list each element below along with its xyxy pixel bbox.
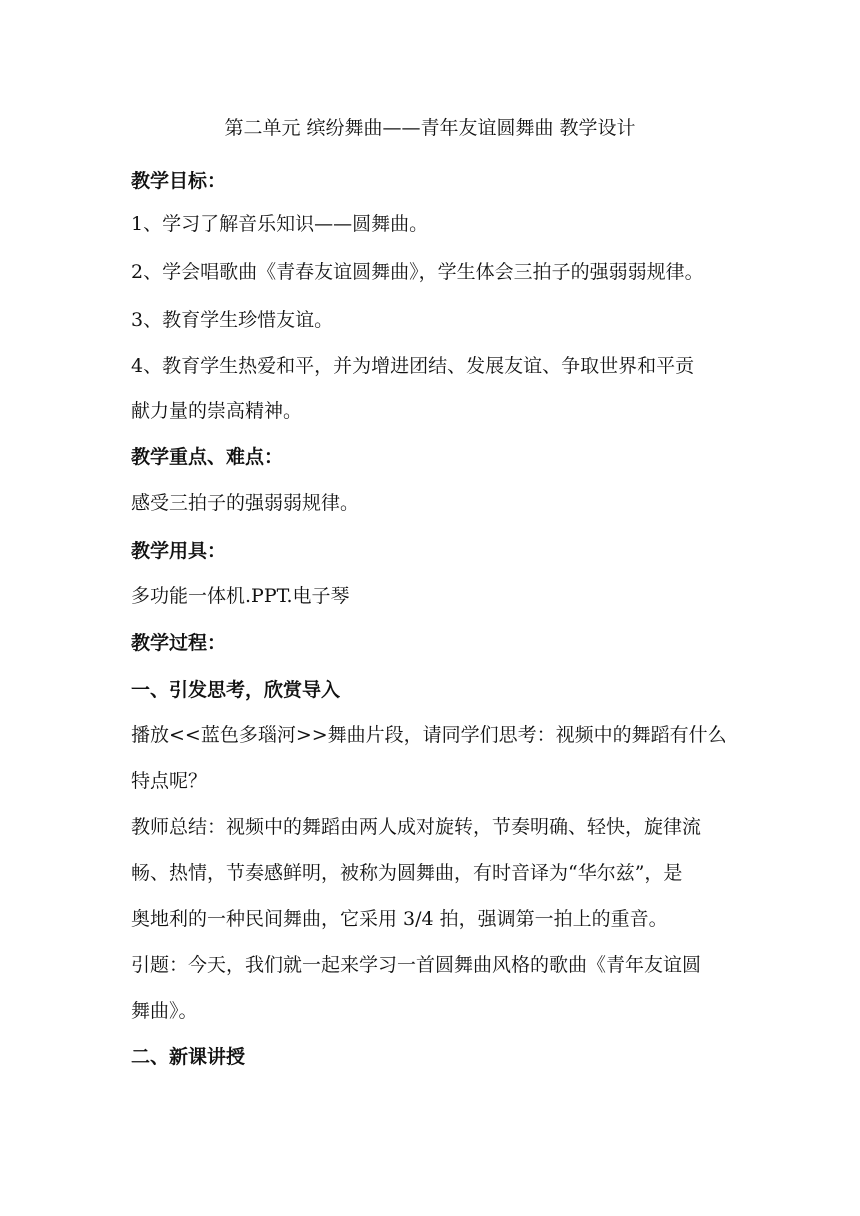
tools-text: 多功能一体机.PPT.电子琴 xyxy=(131,585,350,607)
objective-item-3: 3、教育学生珍惜友谊。 xyxy=(131,309,334,331)
section1-line-4: 畅、热情，节奏感鲜明，被称为圆舞曲，有时音译为“华尔兹”，是 xyxy=(131,862,683,884)
section1-heading: 一、引发思考，欣赏导入 xyxy=(131,679,341,701)
objective-item-4: 4、教育学生热爱和平，并为增进团结、发展友谊、争取世界和平贡 xyxy=(131,355,695,377)
key-points-text: 感受三拍子的强弱弱规律。 xyxy=(131,492,360,514)
section1-line-2: 特点呢？ xyxy=(131,770,208,792)
section1-line-1: 播放<<蓝色多瑙河>>舞曲片段，请同学们思考：视频中的舞蹈有什么 xyxy=(131,724,727,746)
section1-line-5: 奥地利的一种民间舞曲，它采用 3/4 拍，强调第一拍上的重音。 xyxy=(131,908,668,930)
objective-item-2: 2、学会唱歌曲《青春友谊圆舞曲》，学生体会三拍子的强弱弱规律。 xyxy=(131,261,704,283)
section1-line-3: 教师总结：视频中的舞蹈由两人成对旋转，节奏明确、轻快，旋律流 xyxy=(131,816,702,838)
section1-line-6: 引题：今天，我们就一起来学习一首圆舞曲风格的歌曲《青年友谊圆 xyxy=(131,954,702,976)
process-heading: 教学过程： xyxy=(131,632,227,654)
document-title: 第二单元 缤纷舞曲——青年友谊圆舞曲 教学设计 xyxy=(224,117,636,139)
section1-line-7: 舞曲》。 xyxy=(131,1000,198,1022)
tools-heading: 教学用具： xyxy=(131,540,227,562)
key-points-heading: 教学重点、难点： xyxy=(131,446,284,468)
objective-item-4-continued: 献力量的崇高精神。 xyxy=(131,400,303,422)
objectives-heading: 教学目标： xyxy=(131,170,227,192)
objective-item-1: 1、学习了解音乐知识——圆舞曲。 xyxy=(131,213,429,235)
section2-heading: 二、新课讲授 xyxy=(131,1046,246,1068)
